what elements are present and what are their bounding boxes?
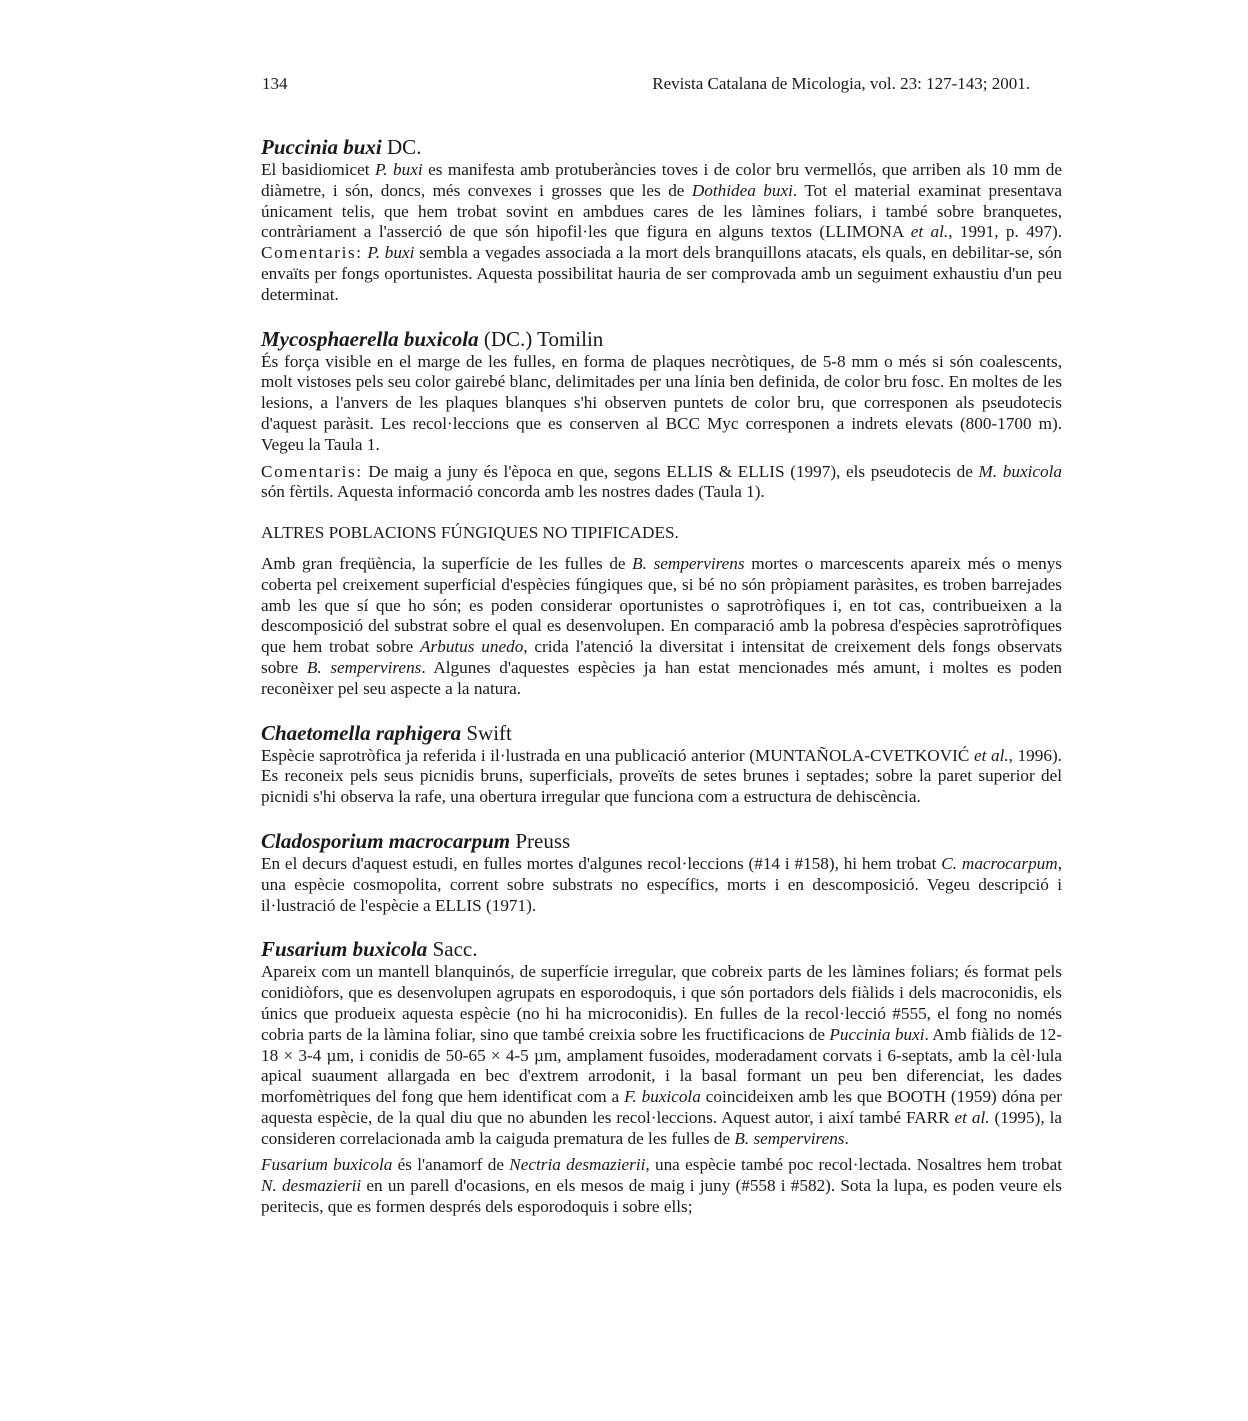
text-run: és l'anamorf de xyxy=(392,1155,510,1175)
journal-citation: Revista Catalana de Micologia, vol. 23: 127-143; 2001. xyxy=(652,74,1030,93)
text-run: mortes o marcescents apareix més o menys coberta pel creixement superficial d'espècies fúngiques que, si bé no són pròpiament paràsites, es troben barrejades amb les que sí que ho són; es poden considerar oportunistes o saprotròfiques i, en tot cas, contribueixen a la descomposició del substrat sobre el qual es desenvolupen. En comparació amb la pobresa d'espècies saprotròfiques que hem trobat sobre xyxy=(261,553,1062,657)
species-author: (DC.) Tomilin xyxy=(478,326,604,351)
text-run: Amb gran freqüència, la superfície de les fulles de xyxy=(261,553,633,573)
species-ref: C. macrocarpum xyxy=(941,853,1058,873)
species-ref: P. buxi xyxy=(375,160,423,179)
species-author: DC. xyxy=(381,135,422,159)
text-run: sembla a vegades associada a la mort dels branquillons atacats, els quals, en debilitar-se, són envaïts per fongs oportunistes. Aquesta possibilitat hauria de ser comprovada amb un seguiment exhaustiu d'un peu determinat. xyxy=(261,243,1063,304)
citation-etal: et al. xyxy=(954,1107,990,1127)
species-heading-puccinia-buxi xyxy=(261,134,1062,160)
species-ref: N. desmazierii xyxy=(261,1176,362,1196)
text-run: . Tot el material examinat presentava únicament telis, que hem trobat sovint en ambdues cares de les làmines foliars, i també sobre branquetes, contràriament a l'asserció de que són hipofil·les que figura en alguns textos (LLIMONA xyxy=(261,180,1062,242)
species-name: Fusarium buxicola xyxy=(261,937,428,962)
text-run: (1995), la consideren correlacionada amb la caiguda prematura de les fulles de xyxy=(261,1107,1062,1148)
species-heading-chaetomella-raphigera xyxy=(261,720,1062,746)
species-name: Chaetomella raphigera xyxy=(261,720,462,745)
paragraph-mycosphaerella-comments xyxy=(261,462,1062,504)
species-ref: M. buxicola xyxy=(978,461,1062,481)
text-run: . xyxy=(844,1128,849,1148)
paragraph-altres-poblacions xyxy=(261,554,1062,700)
species-ref: Puccinia buxi xyxy=(829,1024,925,1044)
species-ref: Dothidea buxi xyxy=(691,180,793,200)
page-number: 134 xyxy=(262,74,288,93)
text-run: en un parell d'ocasions, en els mesos de maig i juny (#558 i #582). Sota la lupa, es poden veure els peritecis, que es formen després dels esporodoquis i sobre ells; xyxy=(261,1176,1062,1217)
text-run: En el decurs d'aquest estudi, en fulles mortes d'algunes recol·leccions (#14 i #158), hi hem trobat xyxy=(261,853,942,873)
species-ref: B. sempervirens xyxy=(632,553,745,573)
text-run: El basidiomicet xyxy=(261,160,375,179)
species-author: Swift xyxy=(461,720,512,745)
species-name: Mycosphaerella buxicola xyxy=(261,326,479,351)
text-run: De maig a juny és l'època en que, segons ELLIS & ELLIS (1997), els pseudotecis de xyxy=(362,461,979,481)
species-ref: Nectria desmazierii xyxy=(509,1155,646,1175)
citation-etal: et al. xyxy=(973,745,1009,765)
text-run: Apareix com un mantell blanquinós, de superfície irregular, que cobreix parts de les làmines foliars; és format pels conidiòfors, que es desenvolupen agrupats en esporodoquis, i que són portadors dels fiàlids i dels macroconidis, els únics que produeix aquesta espècie (no hi ha microconidis). En fulles de la recol·lecció #555, el fong no només cobria parts de la làmina foliar, sino que també creixia sobre les fructificacions de xyxy=(261,962,1062,1044)
species-name: Puccinia buxi xyxy=(261,135,382,159)
citation-etal: et al. xyxy=(910,222,949,242)
text-run: Espècie saprotròfica ja referida i il·lustrada en una publicació anterior (MUNTAÑOLA-CVETKOVIĆ xyxy=(261,745,974,765)
comments-label: Comentaris: xyxy=(261,243,363,263)
species-ref: P. buxi xyxy=(367,243,415,263)
text-run: . Algunes d'aquestes espècies ja han estat mencionades més amunt, i moltes es poden reconèixer pel seu aspecte a la natura. xyxy=(261,657,1062,698)
paragraph-cladosporium xyxy=(261,854,1062,916)
paragraph-fusarium-anamorph xyxy=(261,1155,1062,1217)
text-run: , una espècie també poc recol·lectada. Nosaltres hem trobat xyxy=(645,1155,1062,1175)
species-heading-mycosphaerella-buxicola xyxy=(261,326,1062,352)
paragraph-mycosphaerella-description: És força visible en el marge de les fulles, en forma de plaques necròtiques, de 5-8 mm o més si són coalescents, molt vistoses pels seu color gairebé blanc, delimitades per una línia ben definida, de color bru fosc. En moltes de les lesions, a l'anvers de les plaques blanques s'hi observen puntets de color bru, que corresponen als pseudotecis d'aquest paràsit. Les recol·leccions que es conserven al BCC Myc corresponen a indrets elevats (800-1700 m). Vegeu la Taula 1. xyxy=(261,351,1062,454)
species-ref: B. sempervirens xyxy=(734,1128,845,1148)
text-run: , una espècie cosmopolita, corrent sobre substrats no específics, morts i en descomposició. Vegeu descripció i il·lustració de l'espècie a ELLIS (1971). xyxy=(261,853,1062,915)
species-name: Cladosporium macrocarpum xyxy=(261,828,511,853)
text-run: , 1991, p. 497). xyxy=(948,222,1062,242)
species-heading-fusarium-buxicola xyxy=(261,936,1062,962)
species-ref: F. buxicola xyxy=(624,1087,701,1107)
species-heading-cladosporium-macrocarpum xyxy=(261,828,1062,854)
section-heading-altres-poblacions: ALTRES POBLACIONS FÚNGIQUES NO TIPIFICADES. xyxy=(261,523,679,543)
text-run: , 1996). Es reconeix pels seus picnidis bruns, superficials, proveïts de setes brunes i septades; sobre la paret superior del picnidi s'hi observa la rafe, una obertura irregular que funciona com a estructura de dehiscència. xyxy=(261,745,1062,807)
text-run: coincideixen amb les que BOOTH (1959) dóna per aquesta espècie, de la qual diu que no abunden les recol·leccions. Aquest autor, i així també FARR xyxy=(261,1087,1062,1127)
species-ref: Fusarium buxicola xyxy=(261,1155,393,1175)
paragraph-chaetomella xyxy=(261,746,1062,808)
text-run: es manifesta amb protuberàncies toves i de color bru vermellós, que arriben als 10 mm de diàmetre, i són, doncs, més convexes i grosses que les de xyxy=(261,160,1062,200)
species-ref: B. sempervirens xyxy=(306,657,422,677)
species-author: Preuss xyxy=(510,828,571,853)
species-author: Sacc. xyxy=(427,937,478,962)
text-run: , crida l'atenció la diversitat i intensitat de creixement dels fongs observats sobre xyxy=(261,637,1063,677)
text-run: . Amb fiàlids de 12-18 × 3-4 µm, i conidis de 50-65 × 4-5 µm, amplament fusoides, moderadament corvats i 6-septats, amb la cèl·lula apical suaument allargada en bec d'extrem arrodonit, i la basal formant un peu ben diferenciat, les dades morfomètriques del fong que hem identificat com a xyxy=(261,1024,1062,1107)
text-run: són fèrtils. Aquesta informació concorda amb les nostres dades (Taula 1). xyxy=(261,482,765,502)
paragraph-puccinia-buxi xyxy=(261,160,1062,306)
comments-label: Comentaris: xyxy=(261,461,363,481)
article-body xyxy=(261,134,1062,1218)
paragraph-fusarium-description xyxy=(261,962,1062,1149)
species-ref: Arbutus unedo xyxy=(420,637,524,657)
